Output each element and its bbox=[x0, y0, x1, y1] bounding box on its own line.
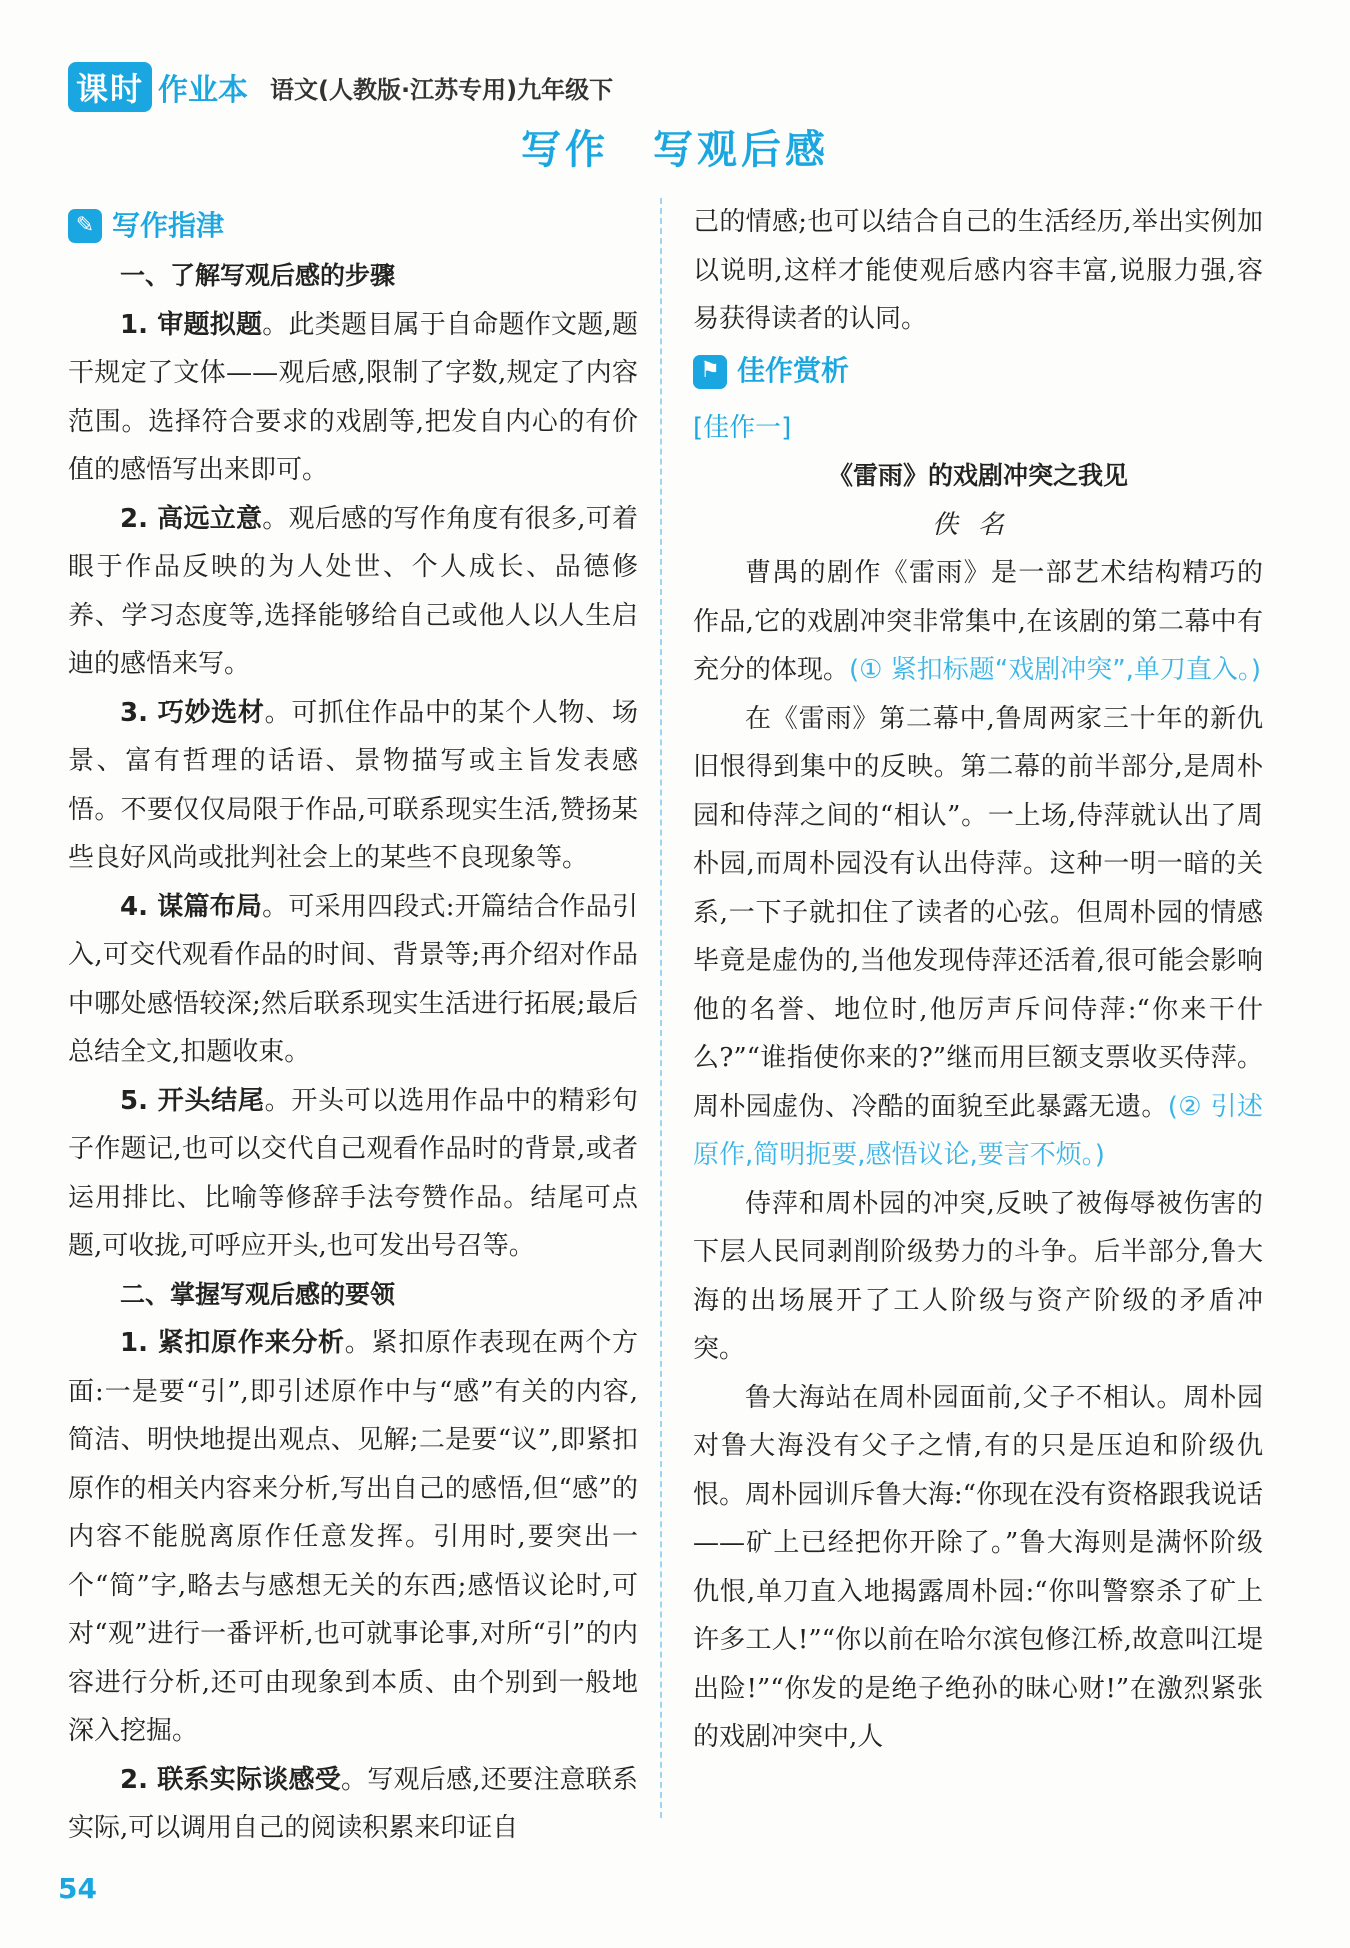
flag-icon: ⚑ bbox=[693, 355, 727, 389]
section-title: 写作指津 bbox=[112, 208, 225, 242]
page-header bbox=[68, 62, 613, 112]
page-title: 写作 写观后感 bbox=[521, 127, 829, 173]
subheading: 二、掌握写观后感的要领 bbox=[120, 1279, 396, 1309]
essay-text: 在《雷雨》第二幕中,鲁周两家三十年的新仇旧恨得到集中的反映。第二幕的前半部分,是周朴园和侍萍之间的“相认”。一上场,侍萍就认出了周朴园,而周朴园没有认出侍萍。这种一明一暗的关系,一下子就扣住了读者的心弦。但周朴园的情感毕竟是虚伪的,当他发现侍萍还活着,很可能会影响他的名誉、地位时,他厉声斥问侍萍:“你来干什么?”“谁指使你来的?”继而用巨额支票收买侍萍。周朴园虚伪、冷酷的面貌至此暴露无遗。 bbox=[693, 703, 1263, 1122]
paragraph bbox=[68, 1319, 638, 1756]
paragraph-text: 。开头可以选用作品中的精彩句子作题记,也可以交代自己观看作品时的背景,或者运用排比、比喻等修辞手法夸赞作品。结尾可点题,可收拢,可呼应开头,也可发出号召等。 bbox=[68, 1085, 638, 1261]
paragraph-text: 。可抓住作品中的某个人物、场景、富有哲理的话语、景物描写或主旨发表感悟。不要仅仅局限于作品,可联系现实生活,赞扬某些良好风尚或批判社会上的某些不良现象等。 bbox=[68, 697, 638, 873]
paragraph bbox=[68, 301, 638, 495]
paragraph-text: 。写观后感,还要注意联系实际,可以调用自己的阅读积累来印证自 bbox=[68, 1764, 638, 1843]
essay-text: 曹禺的剧作《雷雨》是一部艺术结构精巧的作品,它的戏剧冲突非常集中,在该剧的第二幕中有充分的体现。 bbox=[693, 558, 1263, 685]
right-column bbox=[693, 198, 1263, 1762]
subheading: 一、了解写观后感的步骤 bbox=[120, 261, 396, 290]
book-subtitle: 语文(人教版·江苏专用)九年级下 bbox=[270, 75, 614, 104]
essay-paragraph: 侍萍和周朴园的冲突,反映了被侮辱被伤害的下层人民同剥削阶级势力的斗争。后半部分,鲁大海的出场展开了工人阶级与资产阶级的矛盾冲突。 bbox=[693, 1188, 1263, 1364]
paragraph-lead: 4. 谋篇布局 bbox=[120, 891, 263, 922]
section-title: 佳作赏析 bbox=[737, 354, 850, 388]
paragraph-lead: 1. 审题拟题 bbox=[120, 309, 263, 340]
annotation: (② 引述原作,简明扼要,感悟议论,要言不烦。) bbox=[693, 1091, 1263, 1170]
essay-title: 《雷雨》的戏剧冲突之我见 bbox=[827, 461, 1128, 490]
column-divider bbox=[660, 198, 662, 1818]
paragraph bbox=[68, 689, 638, 883]
paragraph-text: 。观后感的写作角度有很多,可着眼于作品反映的为人处世、个人成长、品德修养、学习态度等,选择能够给自己或他人以人生启迪的感悟来写。 bbox=[68, 503, 638, 679]
essay-paragraph bbox=[693, 549, 1263, 695]
paragraph-text: 。紧扣原作表现在两个方面:一是要“引”,即引述原作中与“感”有关的内容,简洁、明快地提出观点、见解;二是要“议”,即紧扣原作的相关内容来分析,写出自己的感悟,但“感”的内容不能脱离原作任意发挥。引用时,要突出一个“简”字,略去与感想无关的东西;感悟议论时,可对“观”进行一番评析,也可就事论事,对所“引”的内容进行分析,还可由现象到本质、由个别到一般地深入挖掘。 bbox=[68, 1328, 638, 1746]
logo-badge: 课时 bbox=[68, 62, 152, 112]
paragraph bbox=[68, 495, 638, 689]
paragraph-text: 。此类题目属于自命题作文题,题干规定了文体——观后感,限制了字数,规定了内容范围。选择符合要求的戏剧等,把发自内心的有价值的感悟写出来即可。 bbox=[68, 309, 638, 485]
paragraph-lead: 5. 开头结尾 bbox=[120, 1085, 265, 1116]
paragraph bbox=[68, 883, 638, 1077]
paragraph bbox=[68, 1756, 638, 1853]
paragraph-lead: 2. 联系实际谈感受 bbox=[120, 1764, 341, 1795]
page-number: 54 bbox=[58, 1872, 97, 1905]
essay-paragraph bbox=[693, 695, 1263, 1180]
pen-icon: ✎ bbox=[68, 209, 102, 243]
section-header-showcase bbox=[693, 346, 1263, 398]
essay-paragraph: 鲁大海站在周朴园面前,父子不相认。周朴园对鲁大海没有父子之情,有的只是压迫和阶级仇恨。周朴园训斥鲁大海:“你现在没有资格跟我说话——矿上已经把你开除了。”鲁大海则是满怀阶级仇恨,单刀直入地揭露周朴园:“你叫警察杀了矿上许多工人!”“你以前在哈尔滨包修江桥,故意叫江堤出险!”“你发的是绝子绝孙的昧心财!”在激烈紧张的戏剧冲突中,人 bbox=[693, 1382, 1263, 1752]
essay-author: 佚名 bbox=[931, 509, 1024, 540]
left-column bbox=[68, 198, 638, 1853]
paragraph-lead: 1. 紧扣原作来分析 bbox=[120, 1328, 345, 1358]
logo-text: 作业本 bbox=[158, 73, 249, 108]
paragraph-lead: 3. 巧妙选材 bbox=[120, 697, 265, 728]
brand-logo bbox=[68, 62, 248, 112]
paragraph bbox=[68, 1077, 638, 1271]
essay-tag: [佳作一] bbox=[693, 412, 792, 443]
paragraph-continued: 己的情感;也可以结合自己的生活经历,举出实例加以说明,这样才能使观后感内容丰富,说服力强,容易获得读者的认同。 bbox=[693, 207, 1263, 334]
paragraph-text: 。可采用四段式:开篇结合作品引入,可交代观看作品的时间、背景等;再介绍对作品中哪处感悟较深;然后联系现实生活进行拓展;最后总结全文,扣题收束。 bbox=[68, 891, 638, 1067]
section-header-guide bbox=[68, 200, 638, 252]
paragraph-lead: 2. 高远立意 bbox=[120, 503, 263, 534]
annotation: (① 紧扣标题“戏剧冲突”,单刀直入。) bbox=[849, 655, 1262, 685]
